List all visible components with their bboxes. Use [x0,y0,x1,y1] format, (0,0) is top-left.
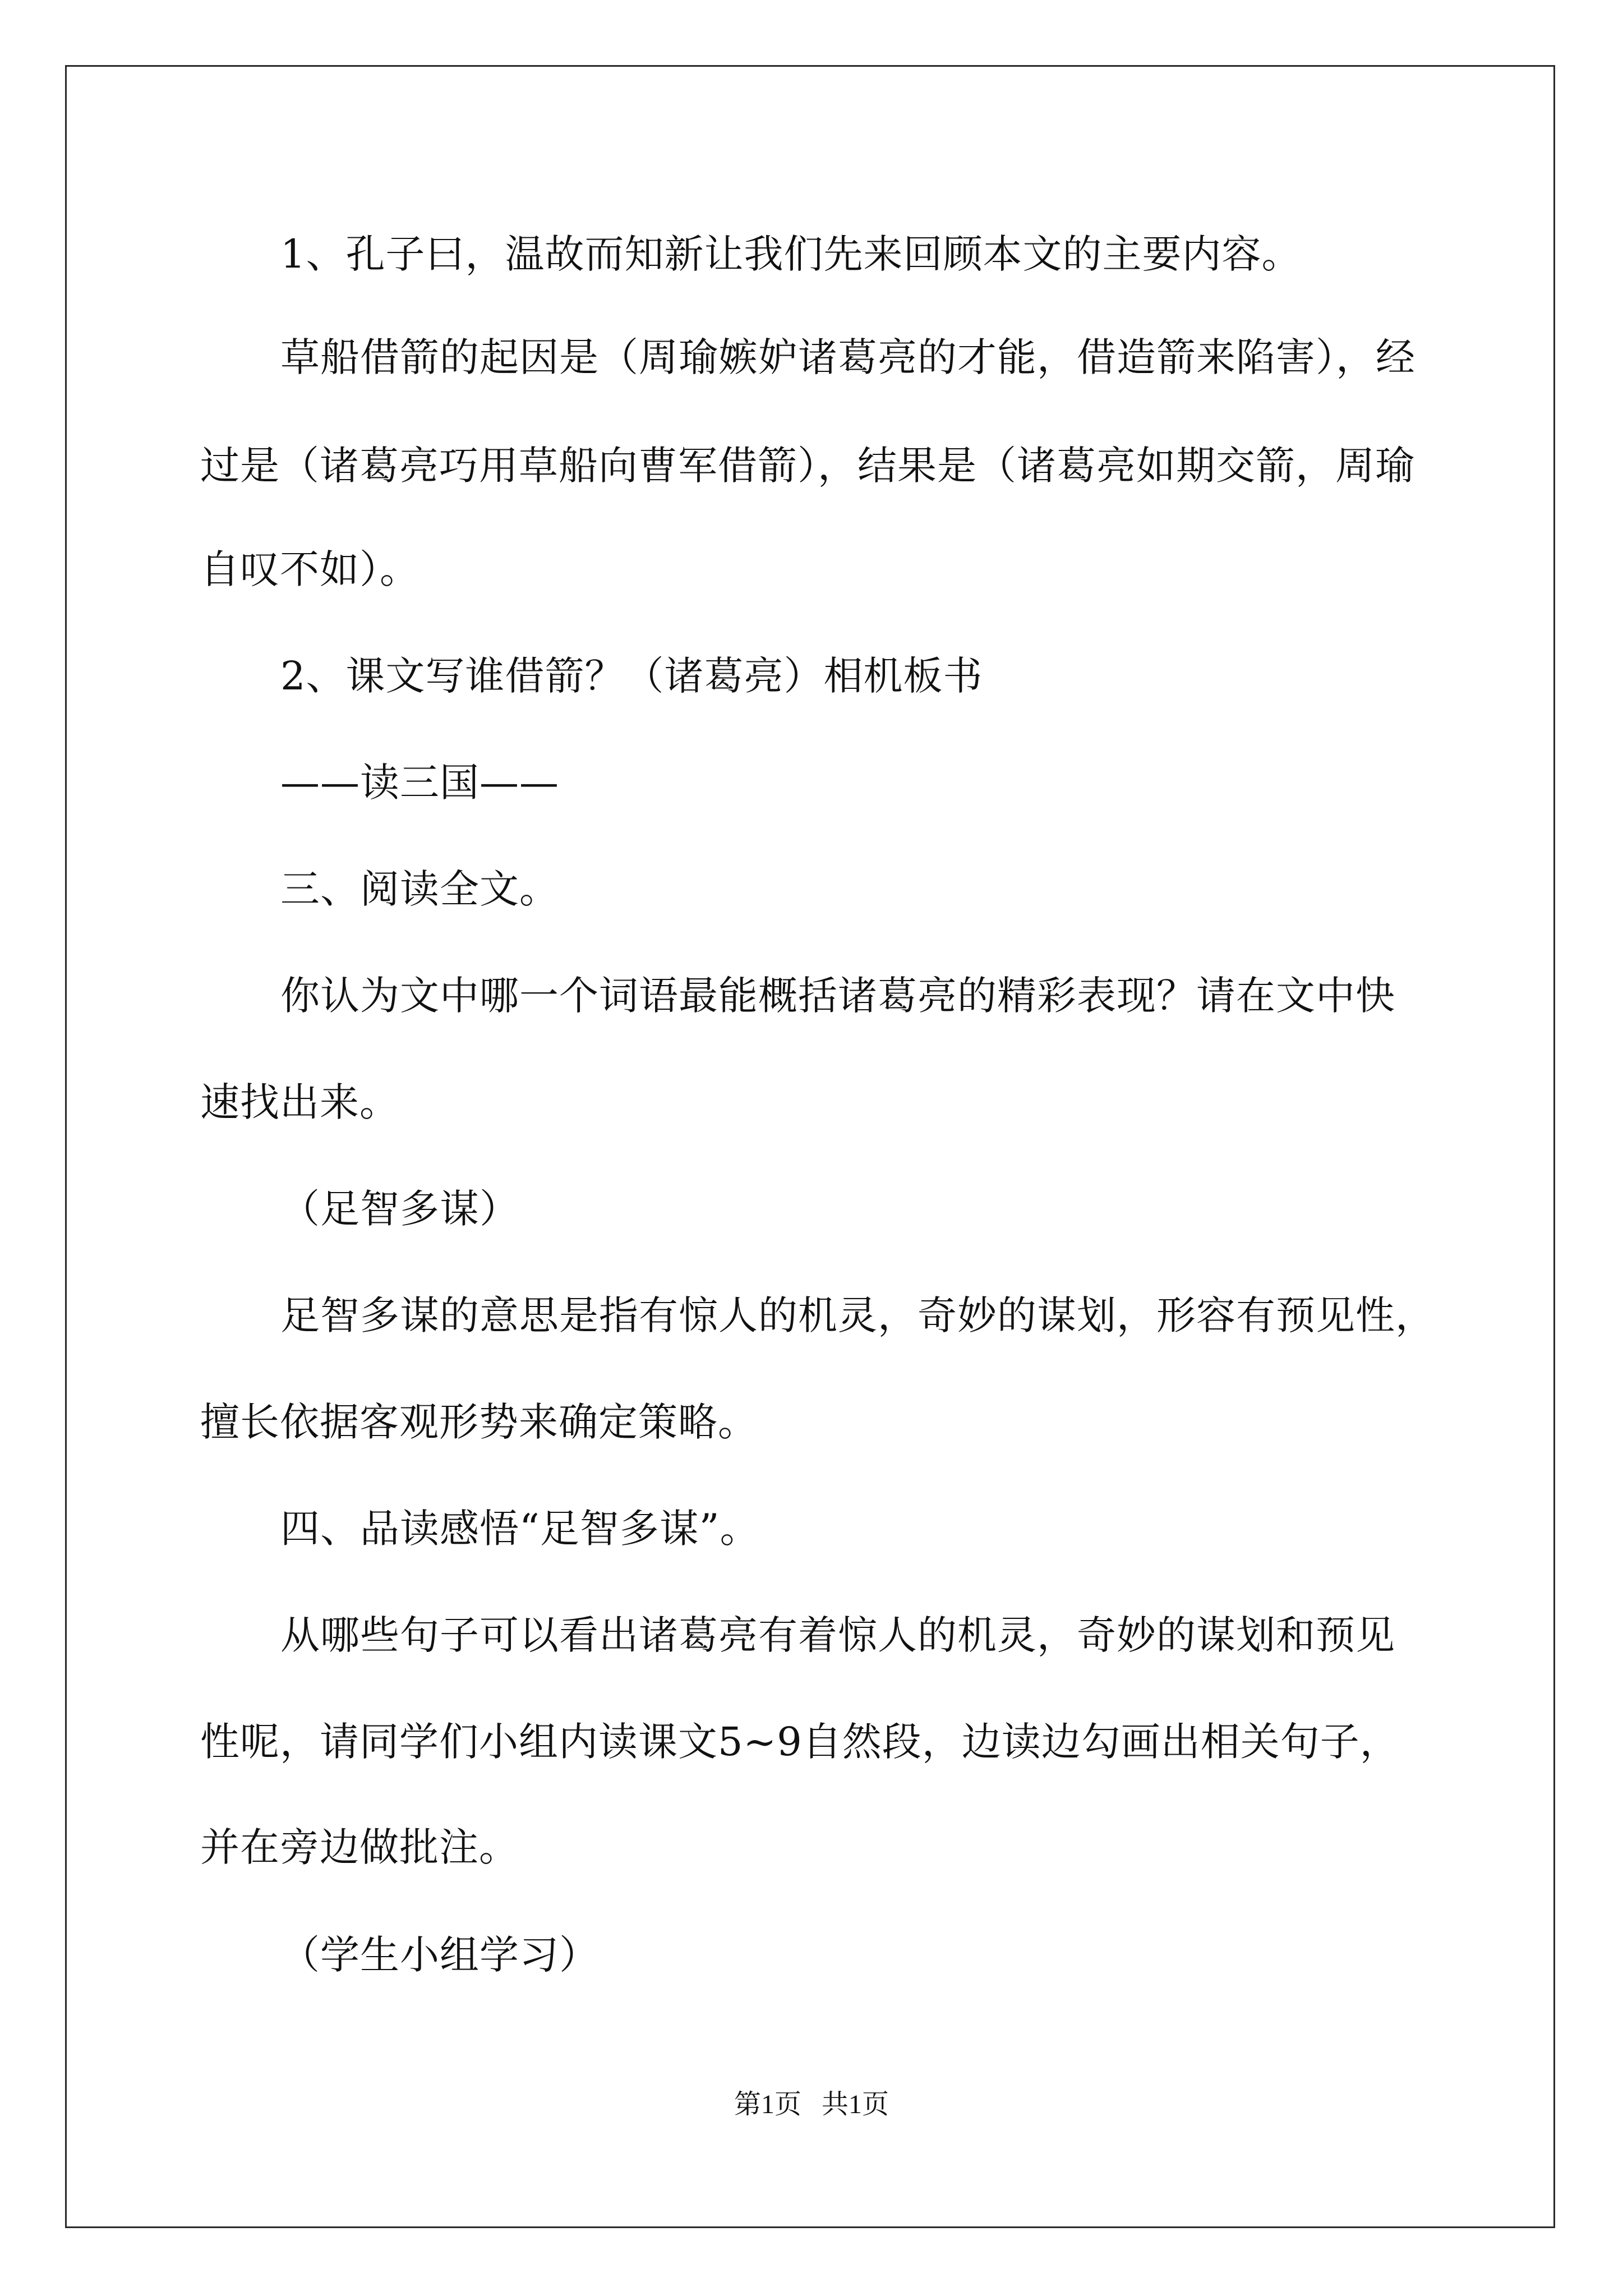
paragraph-line-17: （学生小组学习） [280,1932,599,1978]
paragraph-line-4: 自叹不如）。 [200,546,419,592]
paragraph-line-5: 2、课文写谁借箭？（诸葛亮）相机板书 [280,653,983,699]
paragraph-line-2: 草船借箭的起因是（周瑜嫉妒诸葛亮的才能，借造箭来陷害），经 [280,334,1415,380]
paragraph-line-15: 性呢，请同学们小组内读课文5~9自然段，边读边勾画出相关句子， [200,1719,1400,1765]
paragraph-line-6: ——读三国—— [280,760,559,806]
paragraph-line-3: 过是（诸葛亮巧用草船向曹军借箭），结果是（诸葛亮如期交箭，周瑜 [200,443,1415,489]
paragraph-line-16: 并在旁边做批注。 [200,1824,519,1870]
section-heading-4: 四、品读感悟“足智多谋”。 [280,1506,760,1552]
paragraph-line-9: 速找出来。 [200,1079,399,1125]
paragraph-line-11: 足智多谋的意思是指有惊人的机灵，奇妙的谋划，形容有预见性， [280,1292,1435,1338]
paragraph-line-12: 擅长依据客观形势来确定策略。 [200,1399,758,1445]
paragraph-line-8: 你认为文中哪一个词语最能概括诸葛亮的精彩表现？请在文中快 [280,973,1395,1019]
paragraph-line-14: 从哪些句子可以看出诸葛亮有着惊人的机灵，奇妙的谋划和预见 [280,1612,1395,1658]
page-number-footer: 第1页 共1页 [734,2090,889,2119]
section-heading-3: 三、阅读全文。 [280,866,559,912]
page-border [65,65,1555,2228]
paragraph-line-10: （足智多谋） [280,1186,519,1232]
paragraph-line-1: 1、孔子曰，温故而知新让我们先来回顾本文的主要内容。 [280,231,1302,277]
